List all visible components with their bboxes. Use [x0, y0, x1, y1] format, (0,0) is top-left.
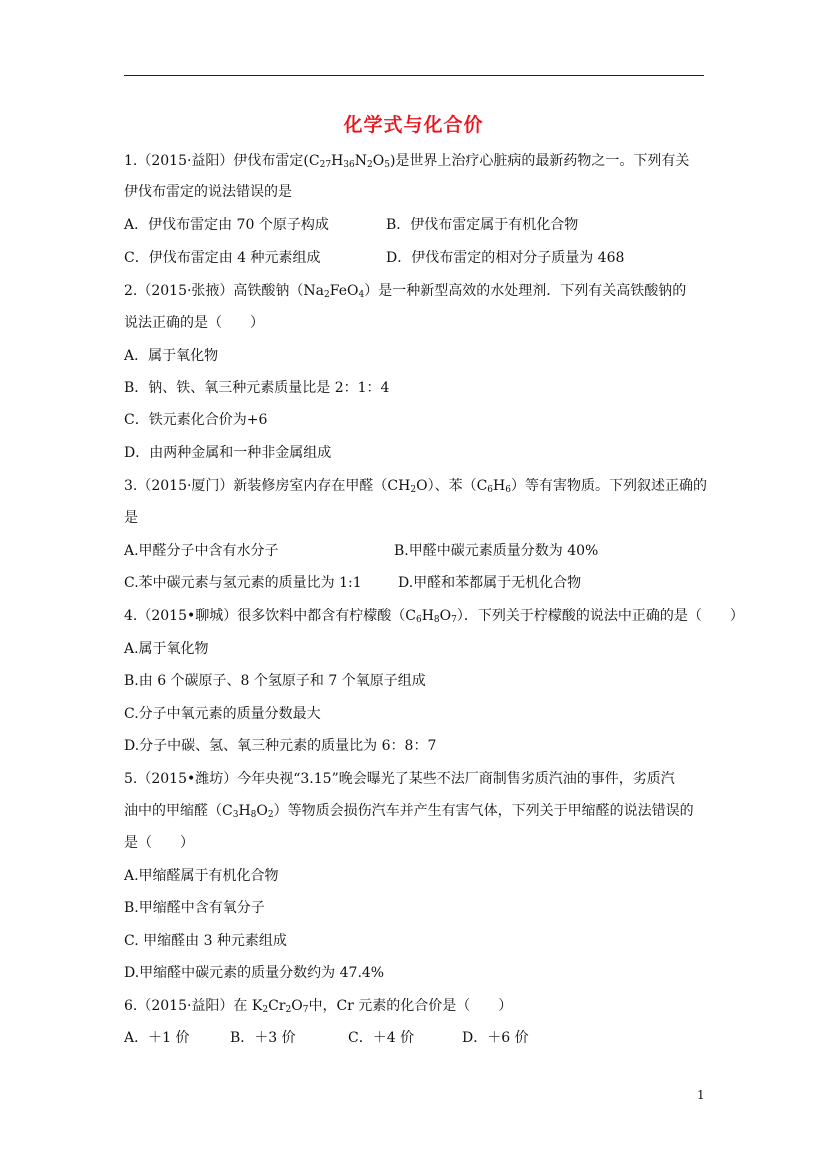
q3-option-b: B.甲醛中碳元素质量分数为 40%: [394, 543, 599, 559]
q3-option-d: D.甲醛和苯都属于无机化合物: [398, 575, 582, 591]
q2-option-d: D．由两种金属和一种非金属组成: [124, 445, 332, 461]
q2-option-a: A．属于氧化物: [124, 348, 219, 364]
q5-stem-line3: 是（ ）: [124, 835, 194, 851]
q3-option-a: A.甲醛分子中含有水分子: [124, 543, 279, 559]
q6-option-b: B．＋3 价: [230, 1030, 296, 1046]
q1-option-d: D．伊伐布雷定的相对分子质量为 468: [386, 250, 625, 266]
page-title: 化学式与化合价: [343, 114, 484, 136]
q2-option-c: C．铁元素化合价为+6: [124, 412, 268, 428]
q5-stem-line2: 油中的甲缩醛$(C_3H_8O_2)$等物质会损伤汽车并产生有害气体，下列关于甲缩醛的说法错误的: [124, 803, 694, 820]
q3-stem-line2: 是: [124, 510, 138, 526]
q5-option-d: D.甲缩醛中碳元素的质量分数约为 47.4%: [124, 965, 385, 981]
q5-option-b: B.甲缩醛中含有氧分子: [124, 900, 265, 916]
header-rule: [124, 75, 704, 76]
q4-option-d: D.分子中碳、氢、氧三种元素的质量比为 6：8：7: [124, 738, 437, 754]
q3-stem: 3.（2015·厦门）新装修房室内存在甲醛$(CH_2O)$、苯$(C_6H_6)$等有害物质。下列叙述正确的: [124, 478, 707, 495]
q1-stem: 1.（2015·益阳）伊伐布雷定$(C_{27}H_{36}N_2O_5)$是世界上治疗心脏病的最新药物之一。下列有关: [124, 153, 690, 170]
q6-option-c: C．＋4 价: [348, 1030, 415, 1046]
q1-option-b: B．伊伐布雷定属于有机化合物: [386, 217, 579, 233]
q1-option-a: A．伊伐布雷定由 70 个原子构成: [124, 217, 329, 233]
q6-option-d: D．＋6 价: [462, 1030, 529, 1046]
q4-stem: 4.（2015•聊城）很多饮料中都含有柠檬酸$(C_6H_8O_7)$．下列关于柠檬酸的说法中正确的是（ ）: [124, 608, 744, 625]
q4-option-c: C.分子中氧元素的质量分数最大: [124, 706, 321, 722]
q6-stem: 6.（2015·益阳）在 $K_2Cr_2O_7$中，Cr 元素的化合价是（ ）: [124, 998, 513, 1015]
q6-option-a: A．＋1 价: [124, 1030, 190, 1046]
q2-stem-line2: 说法正确的是（ ）: [124, 315, 264, 331]
q2-option-b: B．钠、铁、氧三种元素质量比是 2：1：4: [124, 380, 390, 396]
page-number: 1: [697, 1088, 705, 1102]
q5-option-c: C. 甲缩醛由 3 种元素组成: [124, 933, 287, 949]
q4-option-a: A.属于氧化物: [124, 641, 209, 657]
q4-option-b: B.由 6 个碳原子、8 个氢原子和 7 个氧原子组成: [124, 673, 426, 689]
q2-stem: 2.（2015·张掖）高铁酸钠$(Na_2FeO_4)$是一种新型高效的水处理剂．下列有关高铁酸钠的: [124, 283, 687, 300]
q1-stem-line2: 伊伐布雷定的说法错误的是: [124, 184, 292, 200]
q1-option-c: C．伊伐布雷定由 4 种元素组成: [124, 250, 321, 266]
q5-stem: 5.（2015•潍坊）今年央视“3.15”晚会曝光了某些不法厂商制售劣质汽油的事件，劣质汽: [124, 771, 675, 787]
q5-option-a: A.甲缩醛属于有机化合物: [124, 868, 279, 884]
q3-option-c: C.苯中碳元素与氢元素的质量比为 1:1: [124, 575, 362, 591]
